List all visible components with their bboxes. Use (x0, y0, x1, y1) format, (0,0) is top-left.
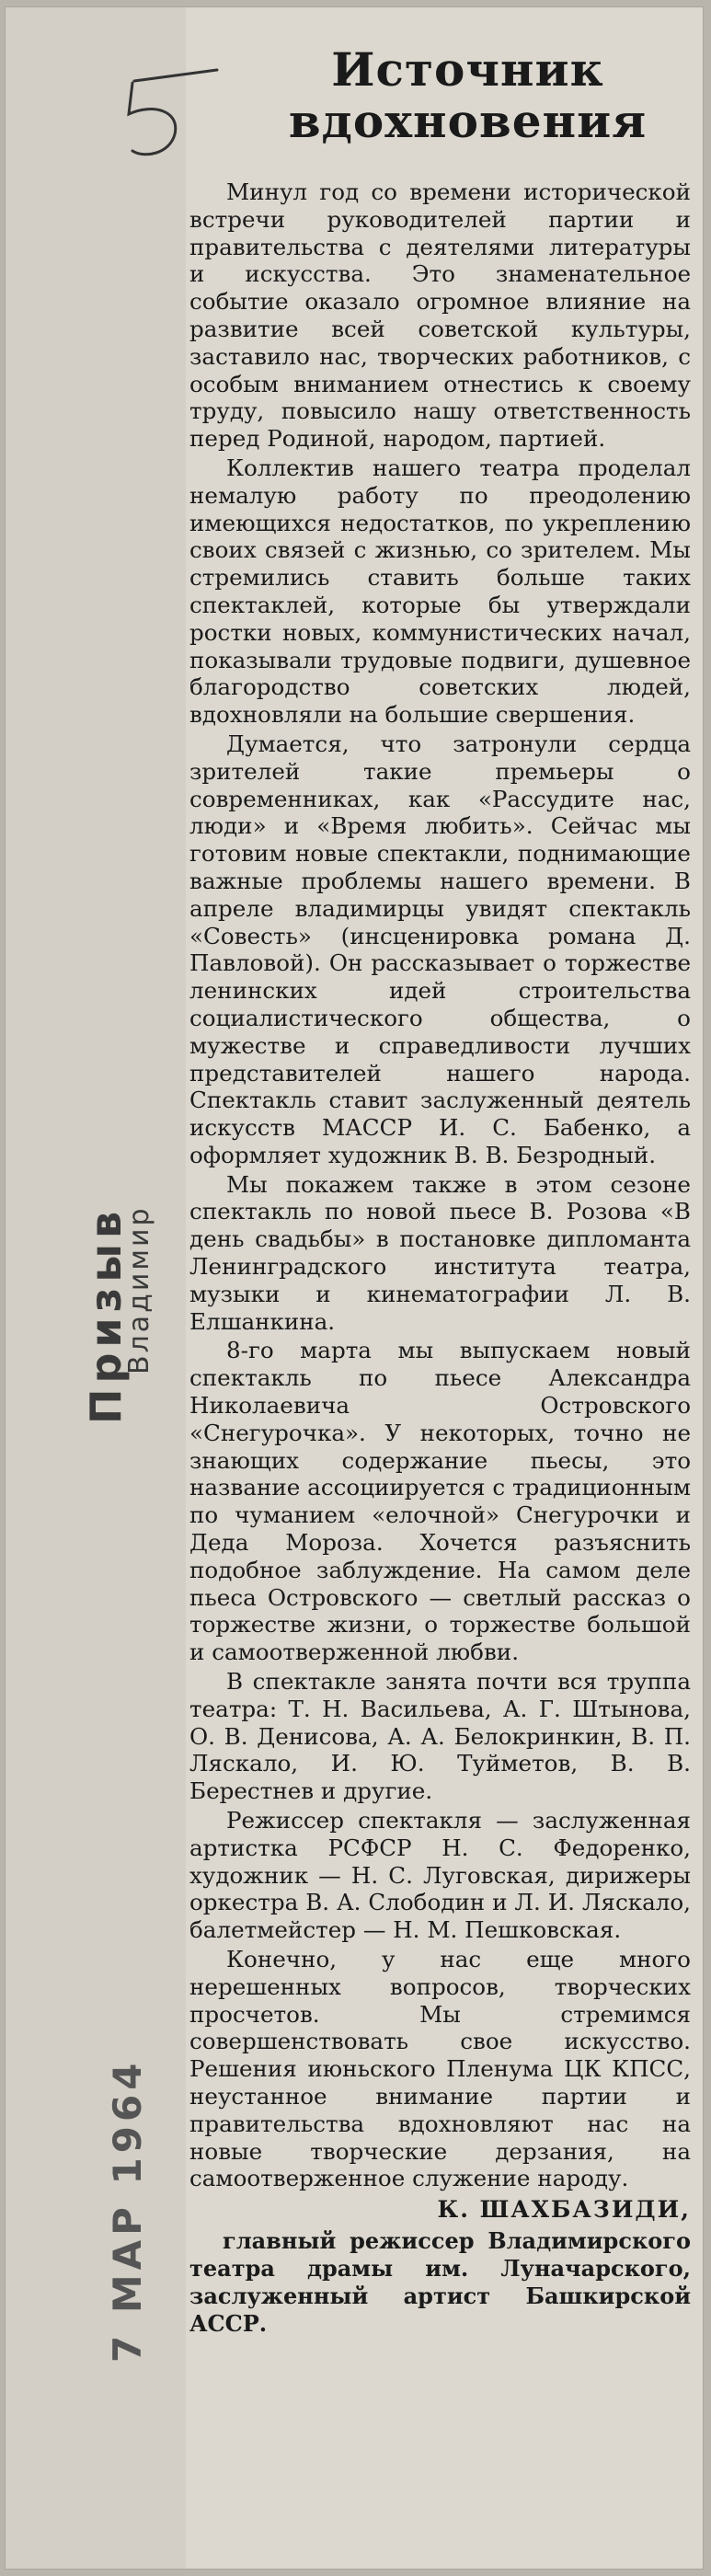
date-stamp: 7 МАР 1964 (105, 2058, 150, 2363)
city-stamp: Владимир (123, 1205, 155, 1374)
signature-name: К. ШАХБАЗИДИ, (437, 2196, 691, 2224)
paragraph: Конечно, у нас еще много нерешенных вопросов, творческих просчетов. Мы стремимся совершенствовать свое искусство. Решения июньского Пленума ЦК КПСС, неустанное внимание партии и правительства вдохновляют нас на новые творческие дерзания, на самоотверженное служение народу. (189, 1946, 691, 2192)
paragraph: 8-го марта мы выпускаем новый спектакль по пьесе Александра Николаевича Островского «Снегурочка». У некоторых, точно не знающих содержание пьесы, это название ассоциируется с традиционным по чуманием «елочной» Снегурочки и Деда Мороза. Хочется разъяснить подобное заблуждение. На самом деле пьеса Островского — светлый рассказ о торжестве жизни, о торжестве большой и самоотверженной любви. (189, 1337, 691, 1666)
paragraph: В спектакле занята почти вся труппа театра: Т. Н. Васильева, А. Г. Штынова, О. В. Денисова, А. А. Белокринкин, В. П. Ляскало, И. Ю. Туйметов, В. В. Берестнев и другие. (189, 1668, 691, 1805)
paragraph: Минул год со времени исторической встречи руководителей партии и правительства с деятелями литературы и искусства. Это знаменательное событие оказало огромное влияние на развитие всей советской культуры, заставило нас, творческих работников, с особым вниманием отнестись к своему труду, повысило нашу ответственность перед Родиной, народом, партией. (189, 178, 691, 453)
title-line-2: вдохновения (288, 94, 648, 148)
signature-position: главный режиссер Владимирского театра драмы им. Луначарского, заслуженный артист Башкирской АССР. (189, 2226, 691, 2337)
newspaper-clipping (6, 7, 703, 2569)
title-line-1: Источник (331, 42, 604, 97)
article (189, 7, 691, 2338)
newspaper-stamp: Призыв (81, 1205, 131, 1424)
article-title (245, 44, 691, 147)
paragraph: Коллектив нашего театра проделал немалую работу по преодолению имеющихся недостатков, по укреплению своих связей с жизнью, со зрителем. Мы стремились ставить больше таких спектаклей, которые бы утверждали ростки новых, коммунистических начал, показывали трудовые подвиги, душевное благородство советских людей, вдохновляли на большие свершения. (189, 454, 691, 729)
article-body (189, 178, 691, 2338)
paragraph: Режиссер спектакля — заслуженная артистка РСФСР Н. С. Федоренко, художник — Н. С. Луговская, дирижеры оркестра В. А. Слободин и Л. И. Ляскало, балетмейстер — Н. М. Пешковская. (189, 1807, 691, 1944)
paragraph: Думается, что затронули сердца зрителей такие премьеры о современниках, как «Рассудите нас, люди» и «Время любить». Сейчас мы готовим новые спектакли, поднимающие важные проблемы нашего времени. В апреле владимирцы увидят спектакль «Совесть» (инсценировка романа Д. Павловой). Он рассказывает о торжестве ленинских идей строительства социалистического общества, о мужестве и справедливости лучших представителей нашего народа. Спектакль ставит заслуженный деятель искусств МАССР И. С. Бабенко, а оформляет художник В. В. Безродный. (189, 730, 691, 1168)
paragraph: Мы покажем также в этом сезоне спектакль по новой пьесе В. Розова «В день свадьбы» в постановке дипломанта Ленинградского института театра, музыки и кинематографии Л. В. Елшанкина. (189, 1170, 691, 1335)
